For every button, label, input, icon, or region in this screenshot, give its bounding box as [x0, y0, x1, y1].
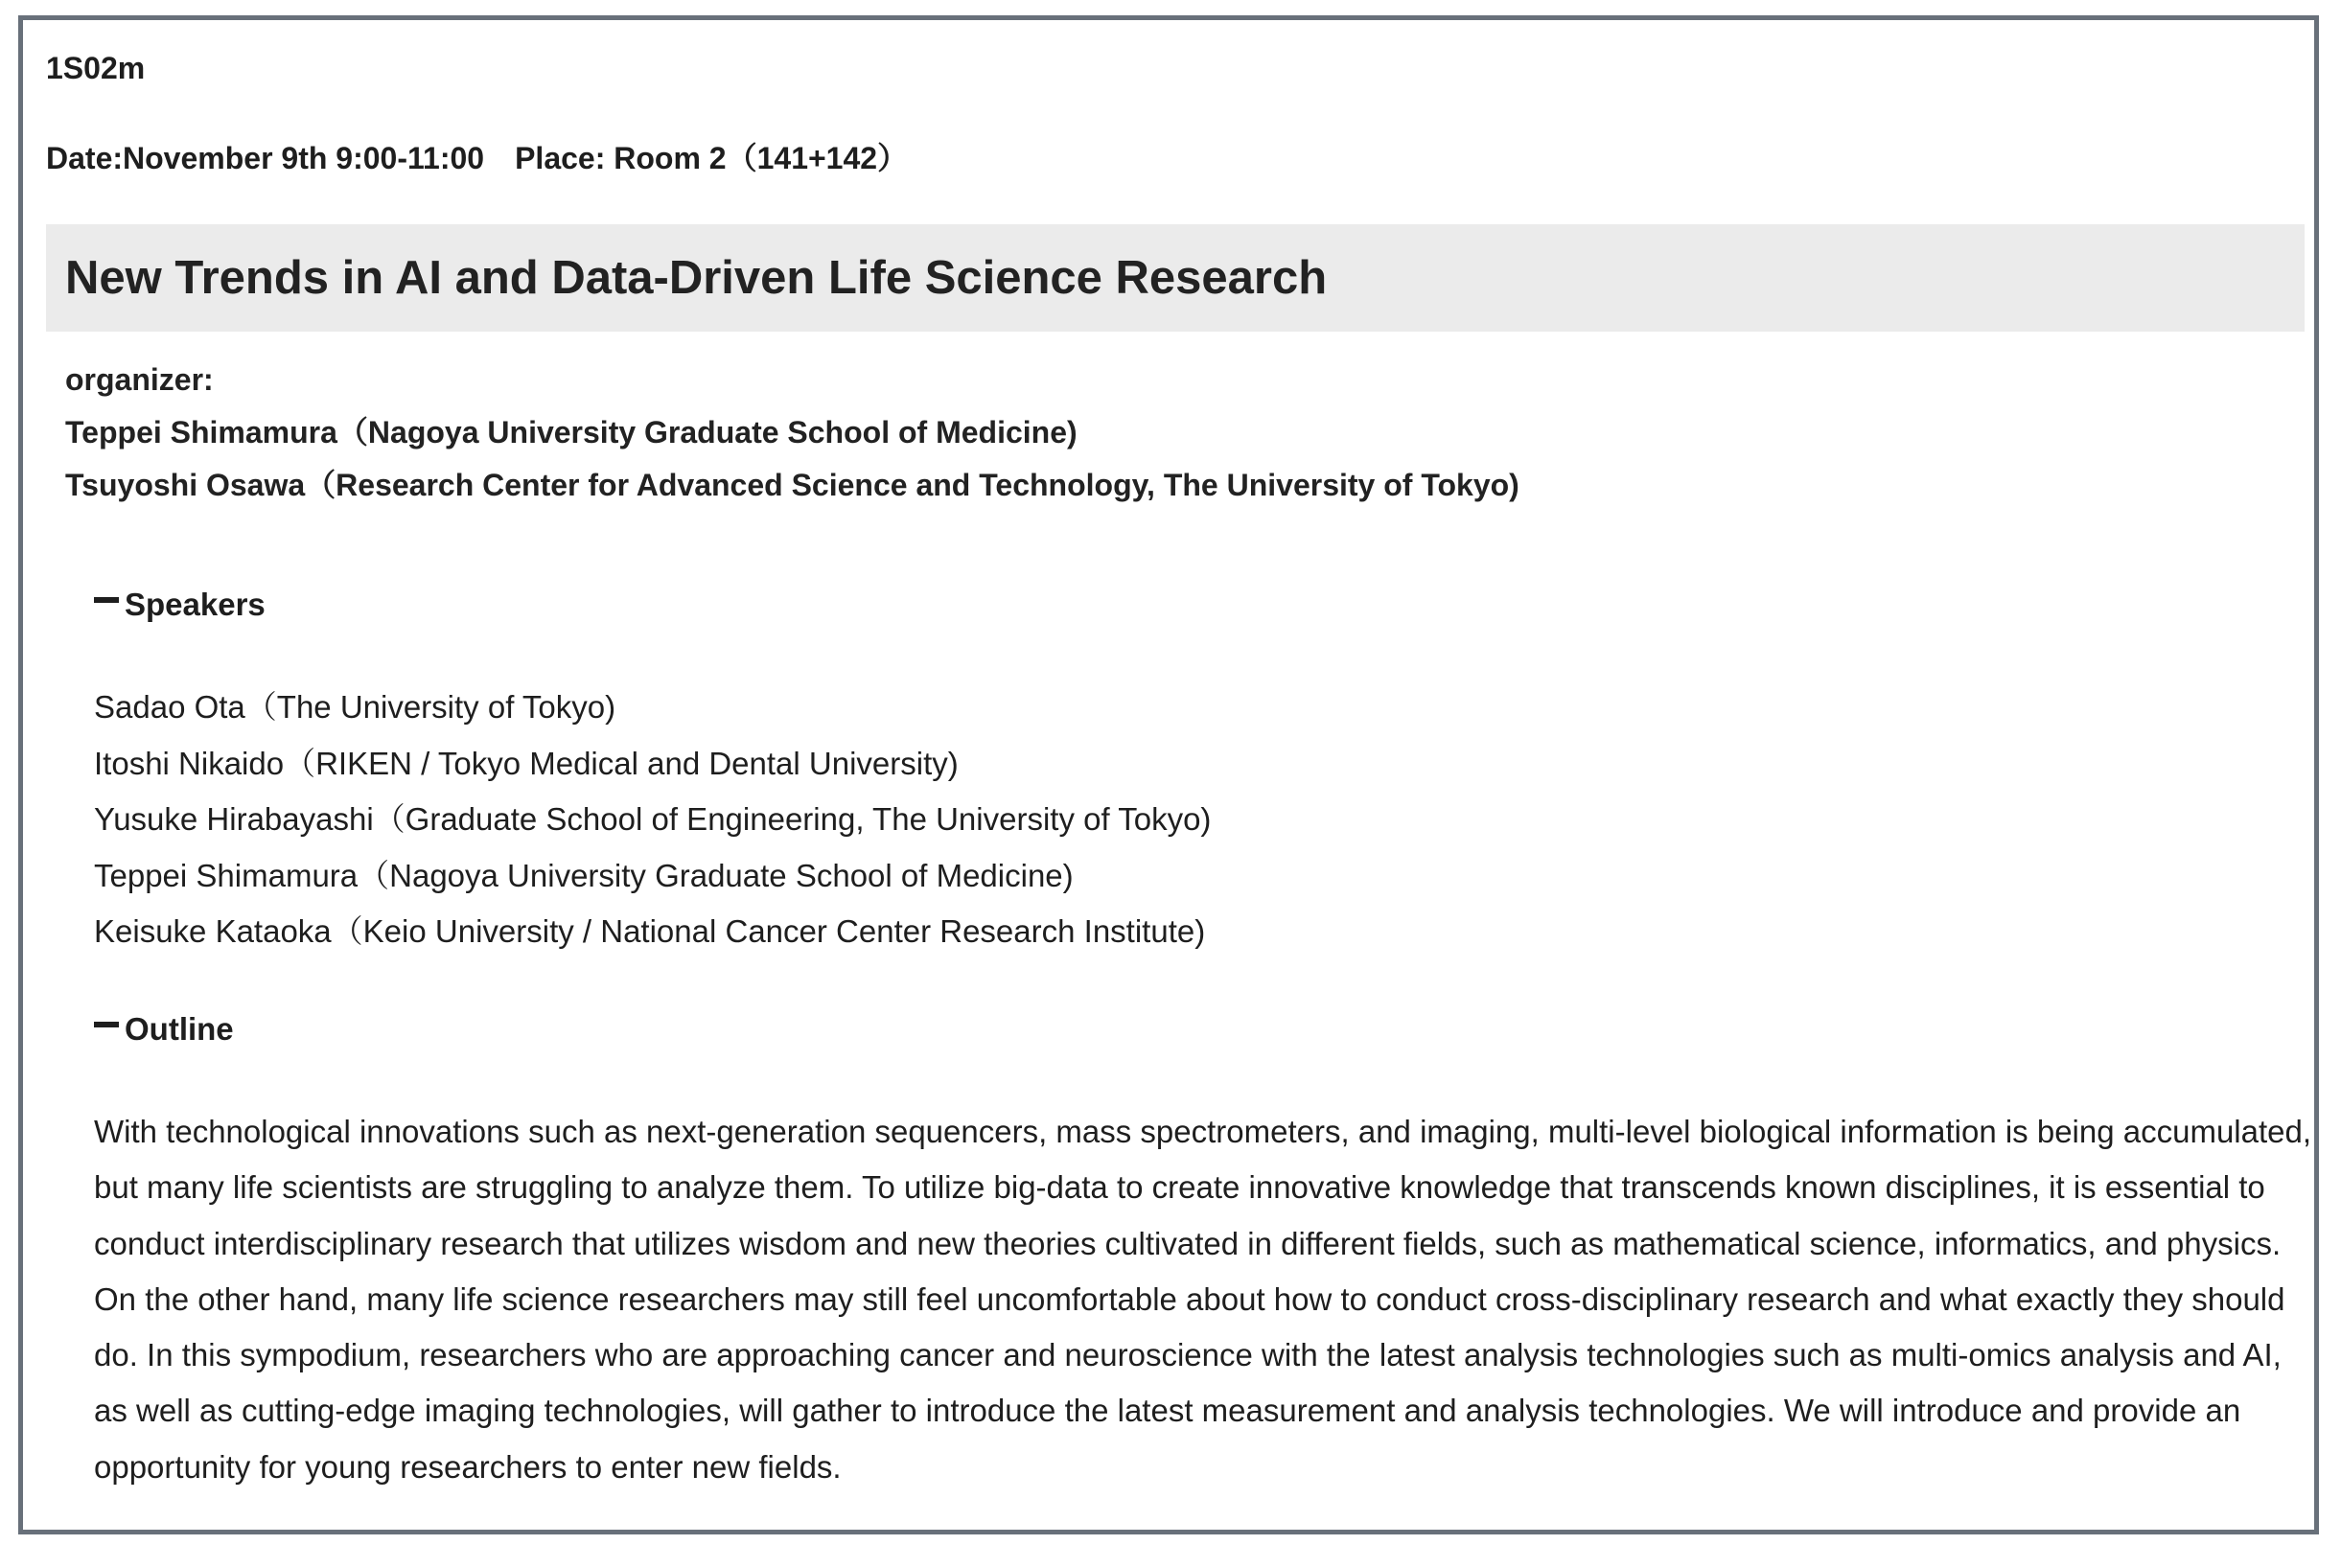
organizer-person: Tsuyoshi Osawa（Research Center for Advanced Science and Technology, The University of Tokyo)	[65, 468, 1519, 502]
title-bar	[46, 224, 2305, 332]
outline-heading	[94, 1010, 234, 1049]
organizer-label: organizer:	[65, 362, 214, 397]
speaker-item: Sadao Ota（The University of Tokyo)	[94, 689, 616, 725]
speakers-list	[94, 680, 1211, 960]
dash-icon	[94, 597, 119, 603]
session-card	[18, 15, 2319, 1534]
speaker-item: Teppei Shimamura（Nagoya University Graduate School of Medicine)	[94, 857, 1074, 893]
organizer-person: Teppei Shimamura（Nagoya University Graduate School of Medicine)	[65, 415, 1078, 450]
session-title: New Trends in AI and Data-Driven Life Science Research	[65, 252, 1328, 304]
speakers-heading-label: Speakers	[125, 587, 266, 622]
session-meta	[46, 139, 908, 177]
session-place: Place: Room 2（141+142）	[515, 141, 909, 175]
speaker-item: Yusuke Hirabayashi（Graduate School of Engineering, The University of Tokyo)	[94, 801, 1212, 837]
organizer-block	[65, 354, 1519, 512]
dash-icon	[94, 1022, 119, 1027]
speakers-heading	[94, 586, 266, 624]
outline-paragraph: With technological innovations such as next-generation sequencers, mass spectrometers, and imaging, multi-level biological information is being accumulated, but many life scientists are struggling to analyze them. To utilize big-data to create innovative knowledge that transcends known disciplines, it is essential to conduct interdisciplinary research that utilizes wisdom and new theories cultivated in different fields, such as mathematical science, informatics, and physics. On the other hand, many life science researchers may still feel uncomfortable about how to conduct cross-disciplinary research and what exactly they should do. In this sympodium, researchers who are approaching cancer and neuroscience with the latest analysis technologies such as multi-omics analysis and AI, as well as cutting-edge imaging technologies, will gather to introduce the latest measurement and analysis technologies. We will introduce and provide an opportunity for young researchers to enter new fields.	[94, 1114, 2312, 1485]
speaker-item: Keisuke Kataoka（Keio University / National Cancer Center Research Institute)	[94, 913, 1206, 949]
speaker-item: Itoshi Nikaido（RIKEN / Tokyo Medical and Dental University)	[94, 745, 959, 781]
session-code: 1S02m	[46, 51, 146, 85]
outline-heading-label: Outline	[125, 1011, 234, 1047]
session-date: Date:November 9th 9:00-11:00	[46, 141, 485, 175]
